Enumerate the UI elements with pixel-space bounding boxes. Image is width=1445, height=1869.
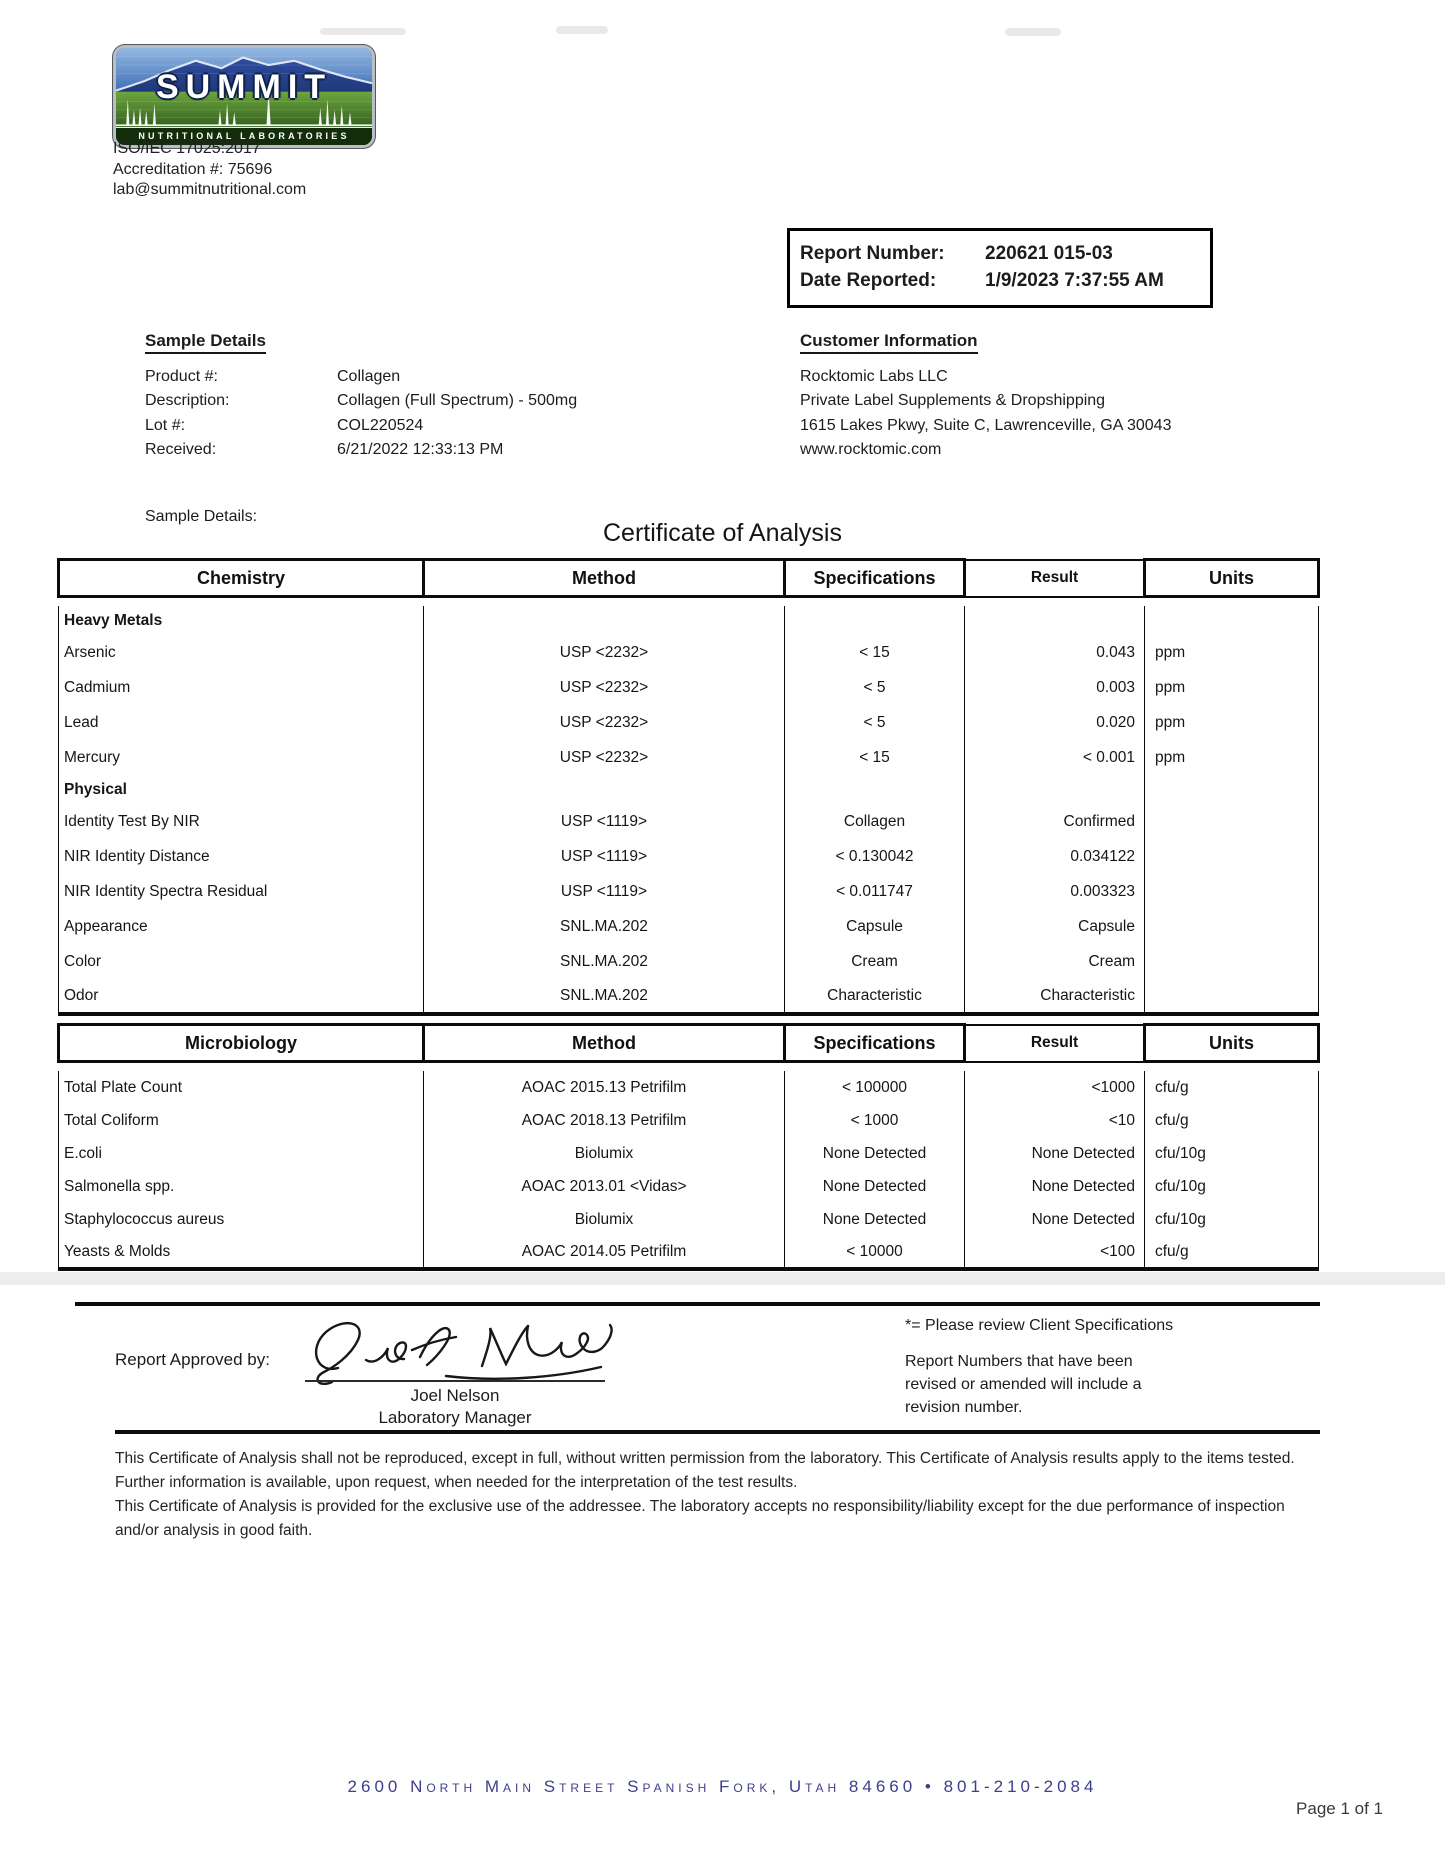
column-header: Units <box>1145 1025 1319 1062</box>
report-number-value: 220621 015-03 <box>985 243 1113 264</box>
table-cell: Biolumix <box>424 1137 785 1170</box>
table-cell <box>1145 839 1319 874</box>
table-cell: < 10000 <box>785 1236 965 1269</box>
field-label: Received: <box>145 441 217 459</box>
table-row <box>59 909 1319 944</box>
table-cell <box>965 606 1145 635</box>
table-row <box>59 1170 1319 1203</box>
table-cell: cfu/10g <box>1145 1137 1319 1170</box>
column-header: Units <box>1145 560 1319 597</box>
table-cell: None Detected <box>785 1170 965 1203</box>
signee-title: Laboratory Manager <box>378 1408 532 1427</box>
table-cell <box>1145 874 1319 909</box>
table-cell: Staphylococcus aureus <box>59 1203 424 1236</box>
microbiology-header-row <box>59 1025 1319 1062</box>
disclaimer-block <box>115 1447 1320 1543</box>
table-cell: USP <2232> <box>424 740 785 775</box>
approval-top-rule <box>75 1302 1320 1306</box>
table-spacer <box>59 597 1319 607</box>
microbiology-table <box>57 1023 1320 1271</box>
customer-name: Rocktomic Labs LLC <box>800 368 948 385</box>
table-cell: <100 <box>965 1236 1145 1269</box>
table-cell: USP <1119> <box>424 874 785 909</box>
field-value: Collagen (Full Spectrum) - 500mg <box>337 392 578 410</box>
column-header: Method <box>424 560 785 597</box>
table-cell: USP <1119> <box>424 839 785 874</box>
table-cell: Odor <box>59 979 424 1014</box>
date-reported-row <box>800 267 1200 294</box>
table-spacer <box>59 1062 1319 1072</box>
column-header: Method <box>424 1025 785 1062</box>
table-cell: Total Coliform <box>59 1104 424 1137</box>
table-cell: USP <2232> <box>424 670 785 705</box>
disclaimer-paragraph-2: This Certificate of Analysis is provided for the exclusive use of the addressee. The laboratory accepts no responsibility/liability except for the due performance of inspection and/or analysis in good faith. <box>115 1498 1285 1539</box>
table-cell: AOAC 2015.13 Petrifilm <box>424 1071 785 1104</box>
signee-name: Joel Nelson <box>410 1386 500 1405</box>
table-cell: None Detected <box>785 1137 965 1170</box>
table-row <box>59 1104 1319 1137</box>
logo-title: SUMMIT <box>155 68 333 106</box>
customer-address: 1615 Lakes Pkwy, Suite C, Lawrenceville, GA 30043 <box>800 416 1172 434</box>
chemistry-header-row <box>59 560 1319 597</box>
table-cell: Yeasts & Molds <box>59 1236 424 1269</box>
section-label-cell: Physical <box>59 775 424 804</box>
table-cell: AOAC 2018.13 Petrifilm <box>424 1104 785 1137</box>
table-row <box>59 740 1319 775</box>
table-cell: cfu/10g <box>1145 1203 1319 1236</box>
report-number-row <box>800 240 1200 267</box>
table-cell: SNL.MA.202 <box>424 944 785 979</box>
signature-line <box>305 1380 605 1382</box>
table-cell: Cream <box>785 944 965 979</box>
table-cell: < 0.130042 <box>785 839 965 874</box>
column-header: Microbiology <box>59 1025 424 1062</box>
lab-contact-block <box>113 139 306 201</box>
table-cell: ppm <box>1145 635 1319 670</box>
table-cell: Cadmium <box>59 670 424 705</box>
table-cell: < 5 <box>785 670 965 705</box>
table-row <box>59 1137 1319 1170</box>
summit-logo <box>113 45 375 148</box>
table-row <box>59 1071 1319 1104</box>
table-cell: Characteristic <box>965 979 1145 1014</box>
table-cell: USP <2232> <box>424 635 785 670</box>
table-row <box>59 1203 1319 1236</box>
client-specifications-note: *= Please review Client Specifications <box>905 1317 1174 1334</box>
table-cell: cfu/g <box>1145 1236 1319 1269</box>
table-cell <box>424 606 785 635</box>
table-cell: SNL.MA.202 <box>424 909 785 944</box>
customer-tagline: Private Label Supplements & Dropshipping <box>800 392 1106 410</box>
table-cell <box>1145 804 1319 839</box>
iso-standard-text: ISO/IEC 17025:2017 <box>113 140 261 157</box>
column-header: Chemistry <box>59 560 424 597</box>
table-cell: AOAC 2013.01 <Vidas> <box>424 1170 785 1203</box>
scan-artifact <box>320 28 406 35</box>
lab-street-address: 2600 North Main Street Spanish Fork, Utah 84660 • 801-210-2084 <box>347 1777 1098 1796</box>
table-cell <box>965 775 1145 804</box>
table-cell: NIR Identity Spectra Residual <box>59 874 424 909</box>
table-cell <box>785 775 965 804</box>
table-cell <box>1145 979 1319 1014</box>
table-cell: cfu/10g <box>1145 1170 1319 1203</box>
report-number-label: Report Number: <box>800 243 945 264</box>
report-info-box <box>787 228 1213 308</box>
table-row <box>59 839 1319 874</box>
table-cell: Biolumix <box>424 1203 785 1236</box>
field-value: 6/21/2022 12:33:13 PM <box>337 441 504 459</box>
table-cell <box>424 775 785 804</box>
table-row <box>59 705 1319 740</box>
table-cell: Confirmed <box>965 804 1145 839</box>
table-cell: AOAC 2014.05 Petrifilm <box>424 1236 785 1269</box>
table-cell: cfu/g <box>1145 1104 1319 1137</box>
table-cell: 0.034122 <box>965 839 1145 874</box>
certificate-title: Certificate of Analysis <box>603 519 842 547</box>
table-cell: cfu/g <box>1145 1071 1319 1104</box>
table-cell: None Detected <box>965 1170 1145 1203</box>
signature-image <box>296 1310 626 1388</box>
table-cell: USP <1119> <box>424 804 785 839</box>
table-cell: Capsule <box>965 909 1145 944</box>
table-cell: < 15 <box>785 740 965 775</box>
column-header: Specifications <box>785 1025 965 1062</box>
field-value: Collagen <box>337 368 401 385</box>
divider-band <box>0 1272 1445 1285</box>
table-cell: USP <2232> <box>424 705 785 740</box>
table-cell: ppm <box>1145 705 1319 740</box>
sample-detail-row <box>145 414 705 438</box>
table-cell: Total Plate Count <box>59 1071 424 1104</box>
table-cell <box>1145 606 1319 635</box>
table-cell: None Detected <box>965 1137 1145 1170</box>
disclaimer-paragraph-1: This Certificate of Analysis shall not be reproduced, except in full, without written permission from the laboratory. This Certificate of Analysis results apply to the items tested. Further information is available, upon request, when needed for the interpretation of the test results. <box>115 1450 1295 1491</box>
table-cell: ppm <box>1145 740 1319 775</box>
customer-website: www.rocktomic.com <box>800 441 942 459</box>
field-label: Description: <box>145 392 230 410</box>
accreditation-text: Accreditation #: 75696 <box>113 160 273 178</box>
table-cell: Capsule <box>785 909 965 944</box>
table-cell <box>1145 909 1319 944</box>
table-cell: <1000 <box>965 1071 1145 1104</box>
chemistry-table <box>57 558 1320 1016</box>
date-reported-value: 1/9/2023 7:37:55 AM <box>985 270 1164 291</box>
scan-artifact <box>1005 28 1061 36</box>
table-cell: Collagen <box>785 804 965 839</box>
table-cell: < 0.011747 <box>785 874 965 909</box>
report-approved-label: Report Approved by: <box>115 1350 270 1369</box>
table-row <box>59 979 1319 1014</box>
table-cell: < 1000 <box>785 1104 965 1137</box>
field-label: Product #: <box>145 368 218 385</box>
lab-email-text: lab@summitnutritional.com <box>113 181 307 198</box>
column-header: Result <box>965 1025 1145 1062</box>
table-cell: Identity Test By NIR <box>59 804 424 839</box>
table-row <box>59 635 1319 670</box>
column-header: Specifications <box>785 560 965 597</box>
table-cell: Color <box>59 944 424 979</box>
logo-subtitle: NUTRITIONAL LABORATORIES <box>116 127 372 145</box>
table-cell: < 100000 <box>785 1071 965 1104</box>
table-row <box>59 944 1319 979</box>
table-cell: NIR Identity Distance <box>59 839 424 874</box>
table-cell: < 5 <box>785 705 965 740</box>
table-cell <box>785 606 965 635</box>
table-row <box>59 670 1319 705</box>
field-value: COL220524 <box>337 416 424 434</box>
table-cell: E.coli <box>59 1137 424 1170</box>
table-cell: 0.003323 <box>965 874 1145 909</box>
table-cell: Lead <box>59 705 424 740</box>
page-number: Page 1 of 1 <box>1296 1799 1383 1818</box>
sample-detail-row <box>145 389 705 413</box>
table-cell: ppm <box>1145 670 1319 705</box>
sample-detail-row <box>145 438 705 462</box>
table-cell: Mercury <box>59 740 424 775</box>
table-cell: 0.003 <box>965 670 1145 705</box>
date-reported-label: Date Reported: <box>800 270 937 291</box>
table-cell: Appearance <box>59 909 424 944</box>
table-cell: Arsenic <box>59 635 424 670</box>
table-cell: 0.020 <box>965 705 1145 740</box>
sample-details-section <box>145 331 705 529</box>
field-label: Lot #: <box>145 416 186 434</box>
table-cell <box>1145 775 1319 804</box>
table-row <box>59 874 1319 909</box>
table-row <box>59 804 1319 839</box>
sample-details-title: Sample Details <box>145 331 266 354</box>
section-label-cell: Heavy Metals <box>59 606 424 635</box>
table-cell: Characteristic <box>785 979 965 1014</box>
table-cell: <10 <box>965 1104 1145 1137</box>
approval-bottom-rule <box>115 1430 1320 1434</box>
table-cell: None Detected <box>965 1203 1145 1236</box>
scan-artifact <box>556 26 608 34</box>
table-cell <box>1145 944 1319 979</box>
table-cell: < 0.001 <box>965 740 1145 775</box>
sample-detail-row <box>145 365 705 389</box>
table-section-row <box>59 775 1319 804</box>
table-section-row <box>59 606 1319 635</box>
customer-information-section <box>800 331 1360 463</box>
column-header: Result <box>965 560 1145 597</box>
customer-information-title: Customer Information <box>800 331 978 354</box>
table-cell: Cream <box>965 944 1145 979</box>
table-cell: None Detected <box>785 1203 965 1236</box>
table-row <box>59 1236 1319 1269</box>
table-cell: Salmonella spp. <box>59 1170 424 1203</box>
sample-details-extra-label: Sample Details: <box>145 507 258 525</box>
table-cell: SNL.MA.202 <box>424 979 785 1014</box>
table-cell: 0.043 <box>965 635 1145 670</box>
revision-note: Report Numbers that have been revised or amended will include a revision number. <box>905 1353 1142 1416</box>
table-cell: < 15 <box>785 635 965 670</box>
